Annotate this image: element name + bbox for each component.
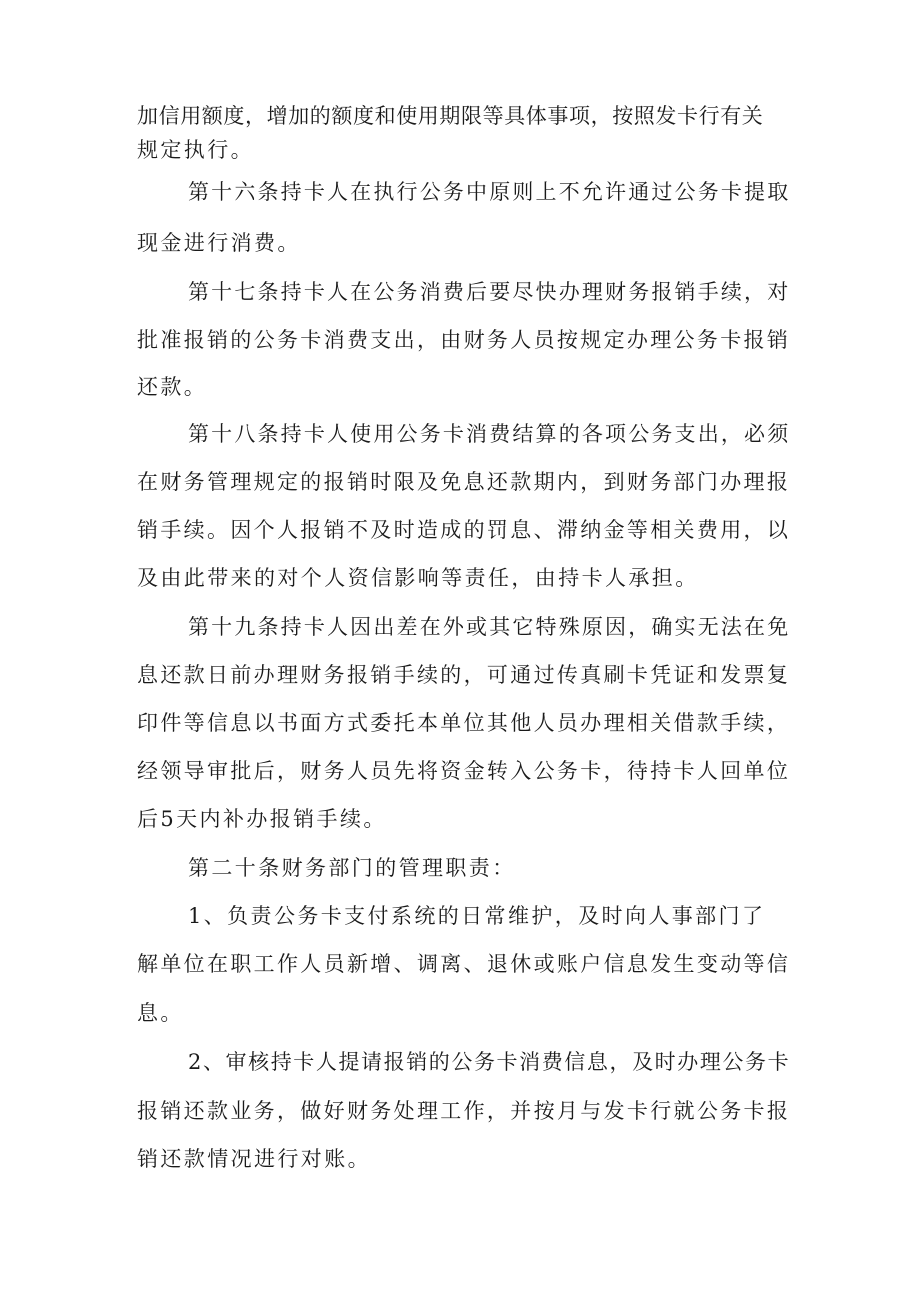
text-line: 印件等信息以书面方式委托本单位其他人员办理相关借款手续， bbox=[137, 711, 791, 735]
paragraph-article-17: 第十七条持卡人在公务消费后要尽快办理财务报销手续，对 bbox=[188, 280, 791, 304]
text-line: 销手续。因个人报销不及时造成的罚息、滞纳金等相关费用，以 bbox=[137, 518, 791, 542]
text-line: 解单位在职工作人员新增、调离、退休或账户信息发生变动等信 bbox=[137, 952, 791, 976]
text-line: 息还款日前办理财务报销手续的，可通过传真刷卡凭证和发票复 bbox=[137, 663, 791, 687]
text-line: 规定执行。 bbox=[137, 138, 254, 162]
text-line: 报销还款业务，做好财务处理工作，并按月与发卡行就公务卡报 bbox=[137, 1099, 791, 1123]
text-line: 及由此带来的对个人资信影响等责任，由持卡人承担。 bbox=[137, 566, 699, 590]
text-line: 批准报销的公务卡消费支出，由财务人员按规定办理公务卡报销 bbox=[137, 328, 791, 352]
paragraph-article-20: 第二十条财务部门的管理职责： bbox=[188, 856, 516, 880]
text-line: 销还款情况进行对账。 bbox=[137, 1147, 371, 1171]
text-line: 息。 bbox=[137, 1001, 184, 1025]
paragraph-article-19: 第十九条持卡人因出差在外或其它特殊原因，确实无法在免 bbox=[188, 615, 791, 639]
paragraph-article-18: 第十八条持卡人使用公务卡消费结算的各项公务支出，必须 bbox=[188, 422, 791, 446]
text-line: 还款。 bbox=[137, 375, 208, 399]
list-item-1: 1、负责公务卡支付系统的日常维护，及时向人事部门了 bbox=[188, 904, 766, 928]
list-item-2: 2、审核持卡人提请报销的公务卡消费信息，及时办理公务卡 bbox=[188, 1050, 791, 1074]
text-line: 在财务管理规定的报销时限及免息还款期内，到财务部门办理报 bbox=[137, 470, 791, 494]
text-line: 现金进行消费。 bbox=[137, 231, 301, 255]
text-line: 加信用额度，增加的额度和使用期限等具体事项，按照发卡行有关 bbox=[137, 104, 764, 128]
text-line: 后5天内补办报销手续。 bbox=[137, 807, 387, 831]
paragraph-article-16: 第十六条持卡人在执行公务中原则上不允许通过公务卡提取 bbox=[188, 180, 791, 204]
text-line: 经领导审批后，财务人员先将资金转入公务卡，待持卡人回单位 bbox=[137, 759, 791, 783]
